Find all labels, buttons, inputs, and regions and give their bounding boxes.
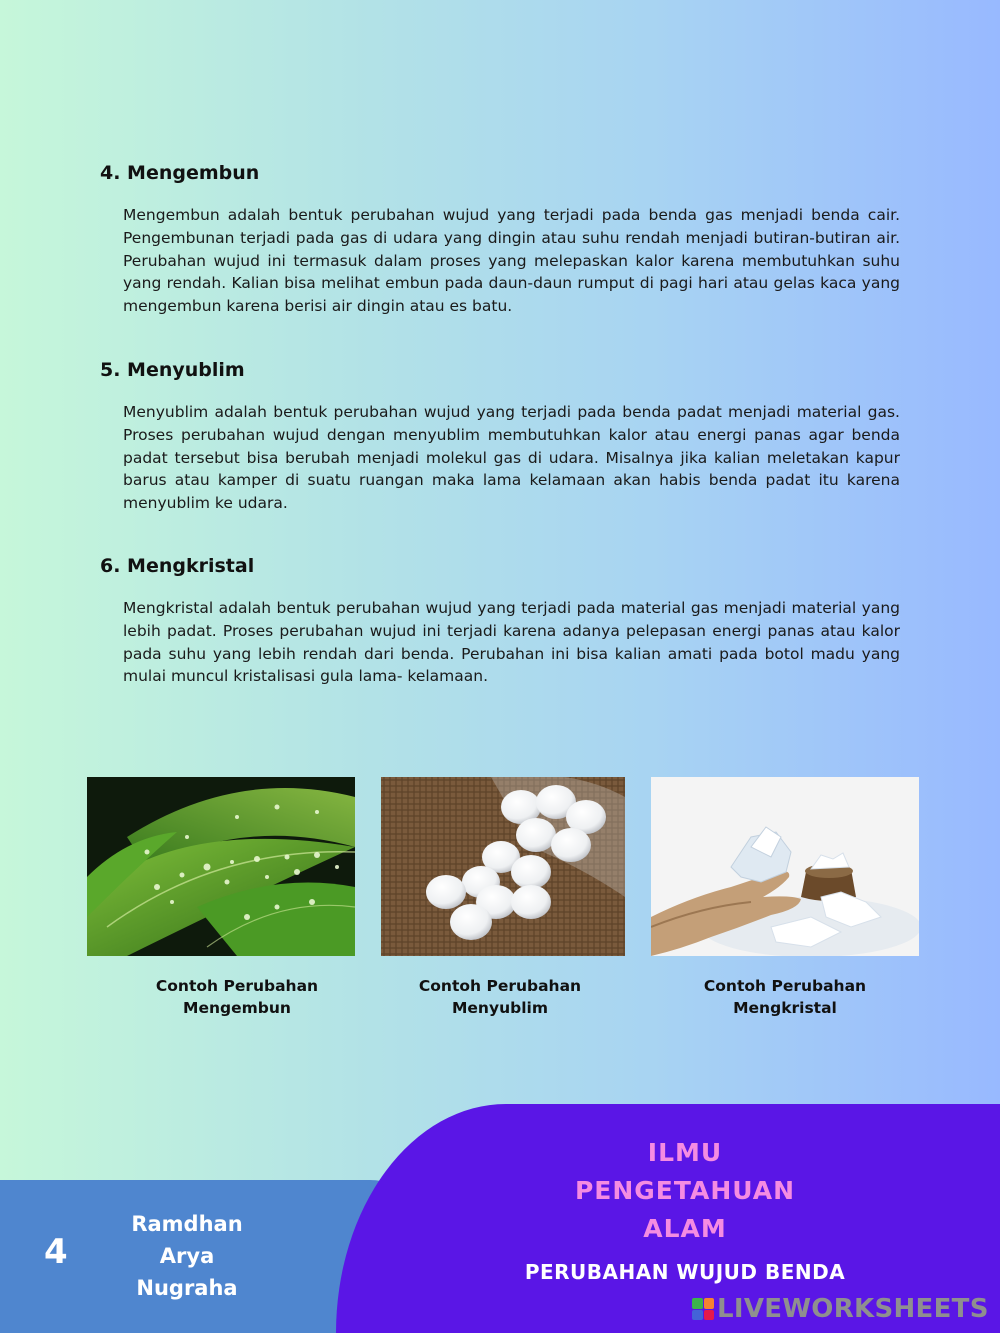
image-caption xyxy=(107,975,367,1019)
section-heading: 6. Mengkristal xyxy=(100,555,255,577)
caption-line: Contoh Perubahan xyxy=(703,977,867,995)
section-heading: 5. Menyublim xyxy=(100,359,245,381)
section-menyublim xyxy=(100,359,900,515)
section-body: Menyublim adalah bentuk perubahan wujud yang terjadi pada benda padat menjadi material gas. Proses perubahan wujud dengan menyublim membutuhkan kalor atau energi panas agar benda padat tersebut bisa berubah menjadi molekul gas di udara. Misalnya jika kalian meletakan kapur barus atau kamper di suatu ruangan maka lama kelamaan akan habis benda padat itu karena menyublim ke udara. xyxy=(123,403,900,513)
page-number: 4 xyxy=(44,1232,68,1272)
subject-line: ILMU xyxy=(647,1138,723,1167)
section-mengkristal xyxy=(100,555,900,688)
section-mengembun xyxy=(100,162,900,318)
liveworksheets-logo-icon xyxy=(692,1298,714,1320)
liveworksheets-brand[interactable] xyxy=(692,1292,989,1326)
subject-line: PENGETAHUAN xyxy=(574,1176,796,1205)
image-caption xyxy=(655,975,915,1019)
author-line: Arya xyxy=(159,1244,215,1268)
author-line: Ramdhan xyxy=(131,1212,243,1236)
caption-line: Mengkristal xyxy=(733,999,837,1017)
brand-text: LIVEWORKSHEETS xyxy=(717,1294,989,1324)
caption-line: Contoh Perubahan xyxy=(155,977,319,995)
section-body: Mengembun adalah bentuk perubahan wujud yang terjadi pada benda gas menjadi benda cair. Pengembunan terjadi pada gas di udara yang dingin atau suhu rendah menjadi butiran-butiran air. Perubahan wujud ini termasuk dalam proses yang melepaskan kalor karena membutuhkan suhu yang rendah. Kalian bisa melihat embun pada daun-daun rumput di pagi hari atau gelas kaca yang mengembun karena berisi air dingin atau es batu. xyxy=(123,206,900,316)
section-heading: 4. Mengembun xyxy=(100,162,260,184)
caption-line: Menyublim xyxy=(452,999,548,1017)
subject-line: ALAM xyxy=(643,1214,727,1243)
image-caption xyxy=(370,975,630,1019)
mothballs-photo xyxy=(381,777,625,956)
crystals-photo xyxy=(651,777,919,956)
author-name xyxy=(112,1208,262,1304)
section-body: Mengkristal adalah bentuk perubahan wujud yang terjadi pada material gas menjadi material yang lebih padat. Proses perubahan wujud ini terjadi karena adanya pelepasan energi panas atau kalor pada suhu yang lebih rendah dari benda. Perubahan ini bisa kalian amati pada botol madu yang mulai muncul kristalisasi gula lama- kelamaan. xyxy=(123,599,900,686)
dew-leaves-photo xyxy=(87,777,355,956)
caption-line: Contoh Perubahan xyxy=(418,977,582,995)
subject-title xyxy=(540,1134,830,1248)
caption-line: Mengembun xyxy=(183,999,291,1017)
author-line: Nugraha xyxy=(136,1276,238,1300)
topic-title: PERUBAHAN WUJUD BENDA xyxy=(524,1260,846,1284)
